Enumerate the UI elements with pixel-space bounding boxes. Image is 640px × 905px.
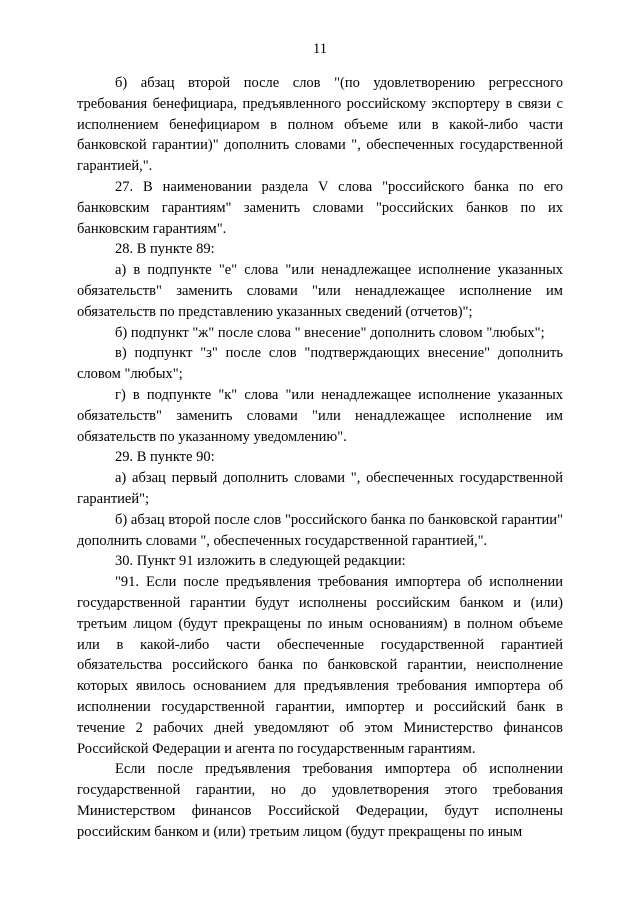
paragraph-item-91-text: "91. Если после предъявления требования импортера об исполнении государственной гарантии будут исполнены российским банком и (или) третьим лицом (будут прекращены по иным основаниям) в полном объеме или в какой-либо части обеспеченные государственной гарантией обязательства российского банка по банковской гарантии, неисполнение которых явилось основанием для предъявления требования импортера об исполнении государственной гарантии, импортер и российский банк в течение 2 рабочих дней уведомляют об этом Министерство финансов Российской Федерации и агента по государственным гарантиям. <box>77 574 563 757</box>
paragraph-item-28-a: а) в подпункте "е" слова "или ненадлежащее исполнение указанных обязательств" заменить словами "или ненадлежащее исполнение им обязательств по представлению указанных сведений (отчетов)"; <box>77 262 563 320</box>
paragraph-item-29-a: а) абзац первый дополнить словами ", обеспеченных государственной гарантией"; <box>77 470 563 507</box>
paragraph-item-30: 30. Пункт 91 изложить в следующей редакции: <box>115 553 406 570</box>
paragraph-item-29-b: б) абзац второй после слов "российского банка по банковской гарантии" дополнить словами ", обеспеченных государственной гарантией,". <box>77 511 563 549</box>
page-number: 11 <box>313 41 327 57</box>
paragraph-item-28-v: в) подпункт "з" после слов "подтверждающих внесение" дополнить словом "любых"; <box>77 345 563 383</box>
paragraph-item-28-g: г) в подпункте "к" слова "или ненадлежащее исполнение указанных обязательств" заменить словами "или ненадлежащее исполнение им обязательств по указанному уведомлению". <box>77 386 563 445</box>
paragraph-amendment-b: б) абзац второй после слов "(по удовлетворению регрессного требования бенефициара, предъявленного российскому экспортеру в связи с исполнением бенефициаром в полном объеме или в какой-либо части банковской гарантии)" дополнить словами ", обеспеченных государственной гарантией,". <box>77 75 563 175</box>
paragraph-item-91-continuation: Если после предъявления требования импортера об исполнении государственной гарантии, но до удовлетворения этого требования Министерством финансов Российской Федерации, будут исполнены российским банком и (или) третьим лицом (будут прекращены по иным <box>77 761 563 840</box>
paragraph-item-28-b: б) подпункт "ж" после слова " внесение" дополнить словом "любых"; <box>115 324 545 341</box>
paragraph-item-29: 29. В пункте 90: <box>115 449 215 466</box>
paragraph-item-27: 27. В наименовании раздела V слова "российского банка по его банковским гарантиям" заменить словами "российских банков по их банковским гарантиям". <box>77 178 563 237</box>
paragraph-item-28: 28. В пункте 89: <box>115 241 215 258</box>
document-body <box>77 73 563 842</box>
